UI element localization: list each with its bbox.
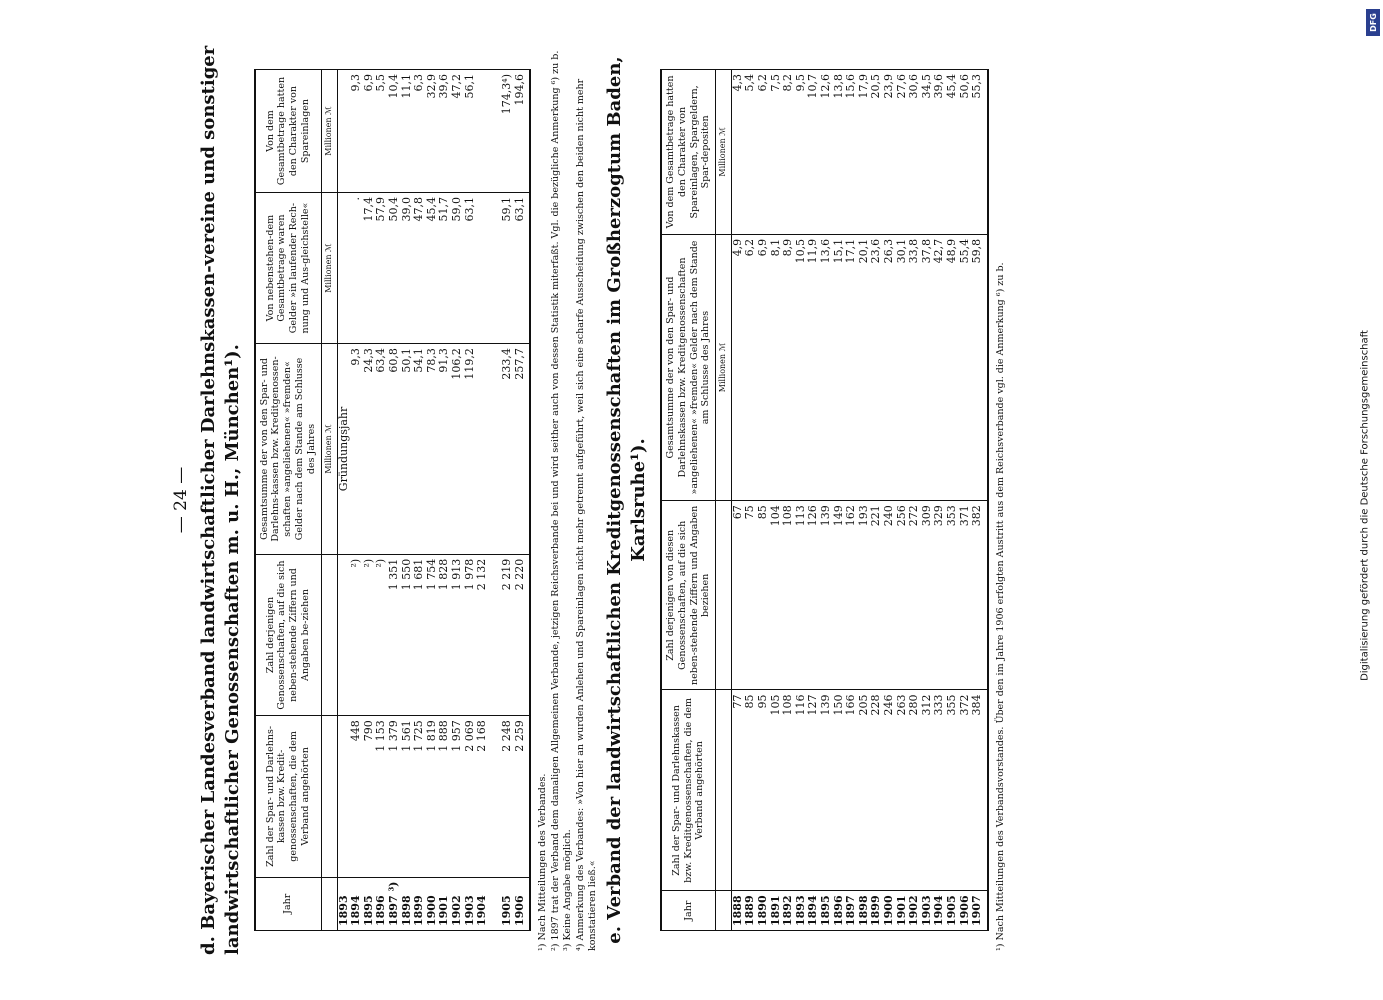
value-cell: 48,9 xyxy=(946,234,959,500)
value-cell: 50,6 xyxy=(959,70,972,235)
value-cell: 10,4 xyxy=(388,70,401,193)
section-d-table xyxy=(254,69,532,931)
value-cell: 1 153 xyxy=(375,716,388,877)
section-d-footnotes xyxy=(537,49,599,951)
year-cell: 1897 ³) xyxy=(388,877,401,930)
value-cell: 78,3 xyxy=(426,344,439,555)
value-cell: 246 xyxy=(883,690,896,891)
column-header: Zahl derjenigen von diesen Genossenschaften, auf die sich neben-stehende Ziffern und Angaben beziehen xyxy=(661,501,716,690)
founding-label: Gründungsjahr xyxy=(337,344,350,555)
column-header: Gesamtsumme der von den Spar- und Darlehns-kassen bzw. Kreditgenossen-schaften »angeliehenen« »fremden« Gelder nach dem Stande am Schlusse des Jahres xyxy=(255,344,322,555)
value-cell: 77 xyxy=(731,690,744,891)
value-cell: 139 xyxy=(820,501,833,690)
value-cell: 2 220 xyxy=(514,554,531,715)
value-cell: 7,5 xyxy=(770,70,783,235)
value-cell: 6,3 xyxy=(413,70,426,193)
value-cell: 9,3 xyxy=(350,70,363,193)
value-cell: 333 xyxy=(933,690,946,891)
value-cell: 372 xyxy=(959,690,972,891)
value-cell: 1 957 xyxy=(451,716,464,877)
year-cell: 1907 xyxy=(971,891,988,931)
dfg-logo: DFG xyxy=(1366,9,1380,36)
year-cell: 1904 xyxy=(933,891,946,931)
table-row xyxy=(883,70,896,931)
table-row xyxy=(782,70,795,931)
value-cell: 329 xyxy=(933,501,946,690)
table-row xyxy=(514,70,531,931)
unit-label: Millionen ℳ xyxy=(321,70,337,193)
value-cell: 1 754 xyxy=(426,554,439,715)
value-cell: 150 xyxy=(833,690,846,891)
value-cell: 59,0 xyxy=(451,193,464,344)
value-cell: 17,4 xyxy=(363,193,376,344)
year-cell: 1891 xyxy=(770,891,783,931)
value-cell: 2 219 xyxy=(501,554,514,715)
value-cell: 6,2 xyxy=(744,234,757,500)
table-row xyxy=(896,70,909,931)
value-cell: 1 828 xyxy=(438,554,451,715)
value-cell: 63,4 xyxy=(375,344,388,555)
value-cell: 57,9 xyxy=(375,193,388,344)
year-cell: 1906 xyxy=(514,877,531,930)
value-cell: 126 xyxy=(807,501,820,690)
section-e-header-row xyxy=(661,70,716,931)
column-header: Zahl der Spar- und Darlehns-kassen bzw. Kredit-genossenschaften, die dem Verband angehörten xyxy=(255,716,322,877)
value-cell: 1 351 xyxy=(388,554,401,715)
value-cell: 280 xyxy=(908,690,921,891)
year-cell: 1888 xyxy=(731,891,744,931)
value-cell: 371 xyxy=(959,501,972,690)
value-cell: 263 xyxy=(896,690,909,891)
value-cell: 382 xyxy=(971,501,988,690)
footnote: ³) Keine Angabe möglich. xyxy=(562,829,574,951)
column-header: Von dem Gesamtbetrage hatten den Charakter von Spareinlagen xyxy=(255,70,322,193)
value-cell xyxy=(476,70,489,193)
year-cell: 1896 xyxy=(833,891,846,931)
column-header: Jahr xyxy=(661,891,716,931)
value-cell: 9,3 xyxy=(350,344,363,555)
table-row xyxy=(464,70,477,931)
value-cell: 312 xyxy=(921,690,934,891)
year-cell: 1899 xyxy=(413,877,426,930)
value-cell: 105 xyxy=(770,690,783,891)
table-row xyxy=(744,70,757,931)
value-cell: 47,8 xyxy=(413,193,426,344)
table-row xyxy=(476,70,489,931)
column-header: Von dem Gesamtbetrage hatten den Charakter von Spareinlagen, Spargeldern, Spar-depositen xyxy=(661,70,716,235)
value-cell: 2 069 xyxy=(464,716,477,877)
value-cell: 23,9 xyxy=(883,70,896,235)
value-cell: 6,2 xyxy=(757,70,770,235)
value-cell: 60,8 xyxy=(388,344,401,555)
unit-cell xyxy=(321,877,337,930)
value-cell: 91,3 xyxy=(438,344,451,555)
value-cell: 353 xyxy=(946,501,959,690)
year-cell: 1895 xyxy=(820,891,833,931)
value-cell: 33,8 xyxy=(908,234,921,500)
value-cell: 448 xyxy=(350,716,363,877)
value-cell: 1 725 xyxy=(413,716,426,877)
value-cell: 59,1 xyxy=(501,193,514,344)
year-cell: 1901 xyxy=(438,877,451,930)
year-cell: 1895 xyxy=(363,877,376,930)
value-cell: ²) xyxy=(350,554,363,715)
section-e-table xyxy=(660,69,989,931)
unit-label: Millionen ℳ xyxy=(321,344,337,555)
value-cell: 8,9 xyxy=(782,234,795,500)
section-e-table-wrap xyxy=(660,69,989,931)
value-cell: 55,4 xyxy=(959,234,972,500)
value-cell: 20,1 xyxy=(858,234,871,500)
value-cell xyxy=(337,193,350,344)
value-cell: 6,9 xyxy=(363,70,376,193)
value-cell: 85 xyxy=(744,690,757,891)
value-cell: 113 xyxy=(795,501,808,690)
value-cell: 149 xyxy=(833,501,846,690)
table-row xyxy=(946,70,959,931)
value-cell: 50,4 xyxy=(388,193,401,344)
value-cell: 139 xyxy=(820,690,833,891)
value-cell: 75 xyxy=(744,501,757,690)
value-cell: 119,2 xyxy=(464,344,477,555)
value-cell: 1 379 xyxy=(388,716,401,877)
value-cell: 790 xyxy=(363,716,376,877)
unit-label: Millionen ℳ xyxy=(716,70,732,235)
footnote: ¹) Nach Mitteilungen des Verbandsvorstandes. Über den im Jahre 1906 erfolgten Austritt aus dem Reichsverbande vgl. die Anmerkung ⁶) zu b. xyxy=(994,262,1006,951)
value-cell: 67 xyxy=(731,501,744,690)
value-cell: 174,3⁴) xyxy=(501,70,514,193)
section-d-header-row xyxy=(255,70,322,931)
value-cell: 56,1 xyxy=(464,70,477,193)
value-cell: 24,3 xyxy=(363,344,376,555)
year-cell: 1905 xyxy=(946,891,959,931)
value-cell: 309 xyxy=(921,501,934,690)
unit-cell xyxy=(716,891,732,931)
table-row xyxy=(971,70,988,931)
footnote: ⁴) Anmerkung des Verbandes: »Von hier an wurden Anlehen und Spareinlagen nicht mehr getrennt aufgeführt, weil sich eine scharfe Ausscheidung zwischen den beiden nicht mehr konstatieren ließ.« xyxy=(574,78,598,951)
year-cell: 1903 xyxy=(464,877,477,930)
value-cell: 2 248 xyxy=(501,716,514,877)
value-cell: 13,8 xyxy=(833,70,846,235)
value-cell: 108 xyxy=(782,690,795,891)
year-cell: 1898 xyxy=(858,891,871,931)
value-cell: 23,6 xyxy=(870,234,883,500)
value-cell: 11,9 xyxy=(807,234,820,500)
value-cell: 4,9 xyxy=(731,234,744,500)
value-cell: 59,8 xyxy=(971,234,988,500)
value-cell: 256 xyxy=(896,501,909,690)
value-cell: 240 xyxy=(883,501,896,690)
value-cell: 127 xyxy=(807,690,820,891)
value-cell: 193 xyxy=(858,501,871,690)
value-cell: 1 888 xyxy=(438,716,451,877)
value-cell: 1 681 xyxy=(413,554,426,715)
year-cell: 1902 xyxy=(908,891,921,931)
year-cell: 1903 xyxy=(921,891,934,931)
value-cell: 8,1 xyxy=(770,234,783,500)
unit-cell xyxy=(716,501,732,690)
value-cell: 116 xyxy=(795,690,808,891)
value-cell: 2 168 xyxy=(476,716,489,877)
value-cell: 27,6 xyxy=(896,70,909,235)
value-cell: 85 xyxy=(757,501,770,690)
year-cell: 1894 xyxy=(807,891,820,931)
value-cell: 45,4 xyxy=(426,193,439,344)
section-e-title: e. Verband der landwirtschaftlichen Kreditgenossenschaften im Großherzogtum Baden, Karlsruhe¹). xyxy=(604,56,650,944)
value-cell: 15,1 xyxy=(833,234,846,500)
column-header: Von nebenstehen-dem Gesamtbetrage waren Gelder »in laufender Rech-nung und Aus-gleichstelle« xyxy=(255,193,322,344)
value-cell: 30,6 xyxy=(908,70,921,235)
value-cell: 20,5 xyxy=(870,70,883,235)
value-cell xyxy=(337,554,350,715)
section-e-footnotes xyxy=(995,49,1007,951)
value-cell: 47,2 xyxy=(451,70,464,193)
value-cell: 2 132 xyxy=(476,554,489,715)
value-cell: ²) xyxy=(375,554,388,715)
table-row xyxy=(757,70,770,931)
value-cell: 11,1 xyxy=(401,70,414,193)
page-number: — 24 — xyxy=(171,466,191,534)
value-cell: 63,1 xyxy=(464,193,477,344)
year-cell: 1902 xyxy=(451,877,464,930)
value-cell: 42,7 xyxy=(933,234,946,500)
value-cell: 2 259 xyxy=(514,716,531,877)
value-cell: 34,5 xyxy=(921,70,934,235)
value-cell: 1 561 xyxy=(401,716,414,877)
value-cell: 1 819 xyxy=(426,716,439,877)
value-cell: 355 xyxy=(946,690,959,891)
rotated-page-content xyxy=(41,35,1341,965)
value-cell: 63,1 xyxy=(514,193,531,344)
year-cell: 1900 xyxy=(883,891,896,931)
table-row xyxy=(870,70,883,931)
value-cell: 166 xyxy=(845,690,858,891)
column-header: Zahl der Spar- und Darlehnskassen bzw. Kreditgenossenschaften, die dem Verband angehörten xyxy=(661,690,716,891)
unit-label: Millionen ℳ xyxy=(321,193,337,344)
footnote: ¹) Nach Mitteilungen des Verbandes. xyxy=(537,773,549,951)
value-cell: 9,5 xyxy=(795,70,808,235)
year-cell: 1890 xyxy=(757,891,770,931)
value-cell: 51,7 xyxy=(438,193,451,344)
year-cell: 1893 xyxy=(337,877,350,930)
value-cell: 12,6 xyxy=(820,70,833,235)
value-cell: 45,4 xyxy=(946,70,959,235)
year-cell: 1898 xyxy=(401,877,414,930)
value-cell: 95 xyxy=(757,690,770,891)
value-cell: 54,1 xyxy=(413,344,426,555)
year-cell: 1901 xyxy=(896,891,909,931)
value-cell: 17,1 xyxy=(845,234,858,500)
value-cell xyxy=(476,344,489,555)
table-row xyxy=(413,70,426,931)
value-cell: 221 xyxy=(870,501,883,690)
value-cell: 162 xyxy=(845,501,858,690)
year-cell: 1893 xyxy=(795,891,808,931)
column-header: Jahr xyxy=(255,877,322,930)
year-cell: 1889 xyxy=(744,891,757,931)
value-cell: 4,3 xyxy=(731,70,744,235)
section-d-title: d. Bayerischer Landesverband landwirtschaftlicher Darlehnskassen-vereine und sonstiger landwirtschaftlicher Genossenschaften m. u. H., München¹). xyxy=(198,45,244,955)
value-cell: 257,7 xyxy=(514,344,531,555)
table-row xyxy=(451,70,464,931)
footnote: ²) 1897 trat der Verband dem damaligen Allgemeinen Verbande, jetzigen Reichsverbande bei und wird seither auch von dessen Statistik miterfaßt. Vgl. die bezügliche Anmerkung ⁶) zu b. xyxy=(549,50,561,951)
value-cell: 106,2 xyxy=(451,344,464,555)
table-row xyxy=(845,70,858,931)
table-row xyxy=(795,70,808,931)
value-cell: 384 xyxy=(971,690,988,891)
value-cell: 30,1 xyxy=(896,234,909,500)
value-cell: 1 978 xyxy=(464,554,477,715)
value-cell xyxy=(476,193,489,344)
value-cell: 1 913 xyxy=(451,554,464,715)
value-cell: 39,6 xyxy=(438,70,451,193)
value-cell: 50,1 xyxy=(401,344,414,555)
value-cell: 272 xyxy=(908,501,921,690)
table-row xyxy=(350,70,363,931)
value-cell: 228 xyxy=(870,690,883,891)
year-cell: 1899 xyxy=(870,891,883,931)
year-cell: 1904 xyxy=(476,877,489,930)
table-row xyxy=(501,70,514,931)
value-cell: 15,6 xyxy=(845,70,858,235)
value-cell: 17,9 xyxy=(858,70,871,235)
value-cell: 39,6 xyxy=(933,70,946,235)
value-cell: 233,4 xyxy=(501,344,514,555)
value-cell: 5,4 xyxy=(744,70,757,235)
table-row xyxy=(807,70,820,931)
year-cell: 1894 xyxy=(350,877,363,930)
value-cell: 5,5 xyxy=(375,70,388,193)
value-cell: 104 xyxy=(770,501,783,690)
year-cell: 1906 xyxy=(959,891,972,931)
unit-row xyxy=(321,70,337,931)
year-cell: 1905 xyxy=(501,877,514,930)
value-cell: 194,6 xyxy=(514,70,531,193)
table-row xyxy=(933,70,946,931)
unit-cell xyxy=(321,554,337,715)
table-row xyxy=(820,70,833,931)
table-row xyxy=(858,70,871,931)
year-cell: 1900 xyxy=(426,877,439,930)
table-row xyxy=(921,70,934,931)
unit-cell xyxy=(716,690,732,891)
unit-label: Millionen ℳ xyxy=(716,234,732,500)
table-row xyxy=(833,70,846,931)
year-cell: 1892 xyxy=(782,891,795,931)
table-row xyxy=(388,70,401,931)
column-header: Zahl derjenigen Genossenschaften, auf die sich neben-stehende Ziffern und Angaben be-ziehen xyxy=(255,554,322,715)
table-row xyxy=(731,70,744,931)
value-cell: 10,5 xyxy=(795,234,808,500)
value-cell: 13,6 xyxy=(820,234,833,500)
table-row xyxy=(908,70,921,931)
digitization-credit: Digitalisierung gefördert durch die Deutsche Forschungsgemeinschaft xyxy=(1359,330,1371,681)
value-cell: 26,3 xyxy=(883,234,896,500)
table-row xyxy=(770,70,783,931)
value-cell: 32,9 xyxy=(426,70,439,193)
unit-cell xyxy=(321,716,337,877)
value-cell: 6,9 xyxy=(757,234,770,500)
value-cell: 10,7 xyxy=(807,70,820,235)
value-cell: 205 xyxy=(858,690,871,891)
column-header: Gesamtsumme der von den Spar- und Darlehnskassen bzw. Kreditgenossenschaften »angeliehenen« »fremden« Gelder nach dem Stande am Schlusse des Jahres xyxy=(661,234,716,500)
table-row xyxy=(959,70,972,931)
value-cell: 1 550 xyxy=(401,554,414,715)
year-cell: 1897 xyxy=(845,891,858,931)
year-cell: 1896 xyxy=(375,877,388,930)
value-cell: 39,0 xyxy=(401,193,414,344)
value-cell: 108 xyxy=(782,501,795,690)
value-cell: 37,8 xyxy=(921,234,934,500)
value-cell: ²) xyxy=(363,554,376,715)
unit-row xyxy=(716,70,732,931)
section-d-table-wrap xyxy=(254,69,532,931)
value-cell: 55,3 xyxy=(971,70,988,235)
value-cell: 8,2 xyxy=(782,70,795,235)
value-cell: . xyxy=(350,193,363,344)
